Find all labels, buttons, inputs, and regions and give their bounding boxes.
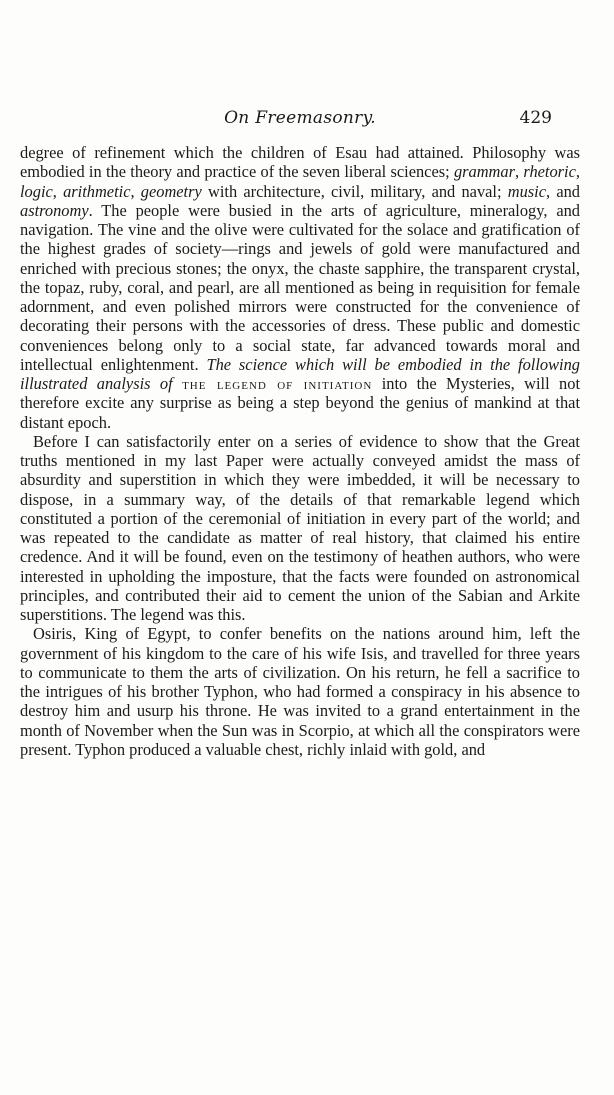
italic-term: music <box>507 181 546 201</box>
text-run: , <box>575 162 580 182</box>
body-text <box>20 143 580 759</box>
text-run: . The people were busied in the arts of agriculture, mineralogy, and navigation. The vine and the olive were cultivated for the solace and gratification of the highest grades of society—rings and jewels of gold were manufactured and enriched with precious stones; the onyx, the chaste sapphire, the transparent crystal, the topaz, ruby, coral, and pearl, are all mentioned as being in requisition for female adornment, and even polished mirrors were constructed for the convenience of decorating their persons with the accessories of dress. These public and domestic conveniences belong only to a social state, far advanced towards moral and intellectual enlightenment. <box>20 200 580 374</box>
small-caps-title: the legend of initiation <box>182 374 373 393</box>
text-run: with architecture, civil, military, and naval; <box>201 181 508 201</box>
italic-term: astronomy <box>20 200 89 220</box>
text-run: into the Mysteries, will not therefore excite any surprise as being a step beyond the genius of mankind at that distant epoch. <box>20 374 580 432</box>
italic-term: geometry <box>140 181 202 201</box>
paragraph-1 <box>20 143 580 432</box>
running-head: On Freemasonry. <box>224 108 376 128</box>
italic-term: logic <box>20 181 53 201</box>
italic-term: rhetoric <box>523 162 576 182</box>
text-run: , <box>52 181 64 201</box>
italic-passage: The science which will be embodied in the following illustrated analysis of <box>20 354 580 393</box>
page-number: 429 <box>519 108 552 128</box>
italic-term: grammar <box>453 162 515 182</box>
text-run: , and <box>546 181 580 201</box>
page-header <box>20 108 580 134</box>
paragraph-2: Before I can satisfactorily enter on a series of evidence to show that the Great truths mentioned in my last Paper were actually conveyed amidst the mass of absurdity and superstition in which they were imbedded, it will be necessary to dispose, in a summary way, of the details of that remarkable legend which constituted a portion of the ceremonial of initiation in every part of the world; and was repeated to the candidate as matter of real history, that claimed his entire credence. And it will be found, even on the testimony of heathen authors, who were interested in upholding the imposture, that the facts were founded on astronomical principles, and contributed their aid to cement the union of the Sabian and Arkite superstitions. The legend was this. <box>20 431 580 624</box>
paragraph-3: Osiris, King of Egypt, to confer benefits on the nations around him, left the government of his kingdom to the care of his wife Isis, and travelled for three years to communicate to them the arts of civilization. On his return, he fell a sacrifice to the intrigues of his brother Typhon, who had formed a conspiracy in his absence to destroy him and usurp his throne. He was invited to a grand entertainment in the month of November when the Sun was in Scorpio, at which all the conspirators were present. Typhon produced a valuable chest, richly inlaid with gold, and <box>20 624 580 759</box>
text-run: degree of refinement which the children of Esau had attained. Philosophy was embodied in the theory and practice of the seven liberal sciences; <box>20 143 580 182</box>
text-run: , <box>130 181 141 201</box>
italic-term: arithmetic <box>63 181 131 201</box>
text-run: , <box>514 162 524 182</box>
